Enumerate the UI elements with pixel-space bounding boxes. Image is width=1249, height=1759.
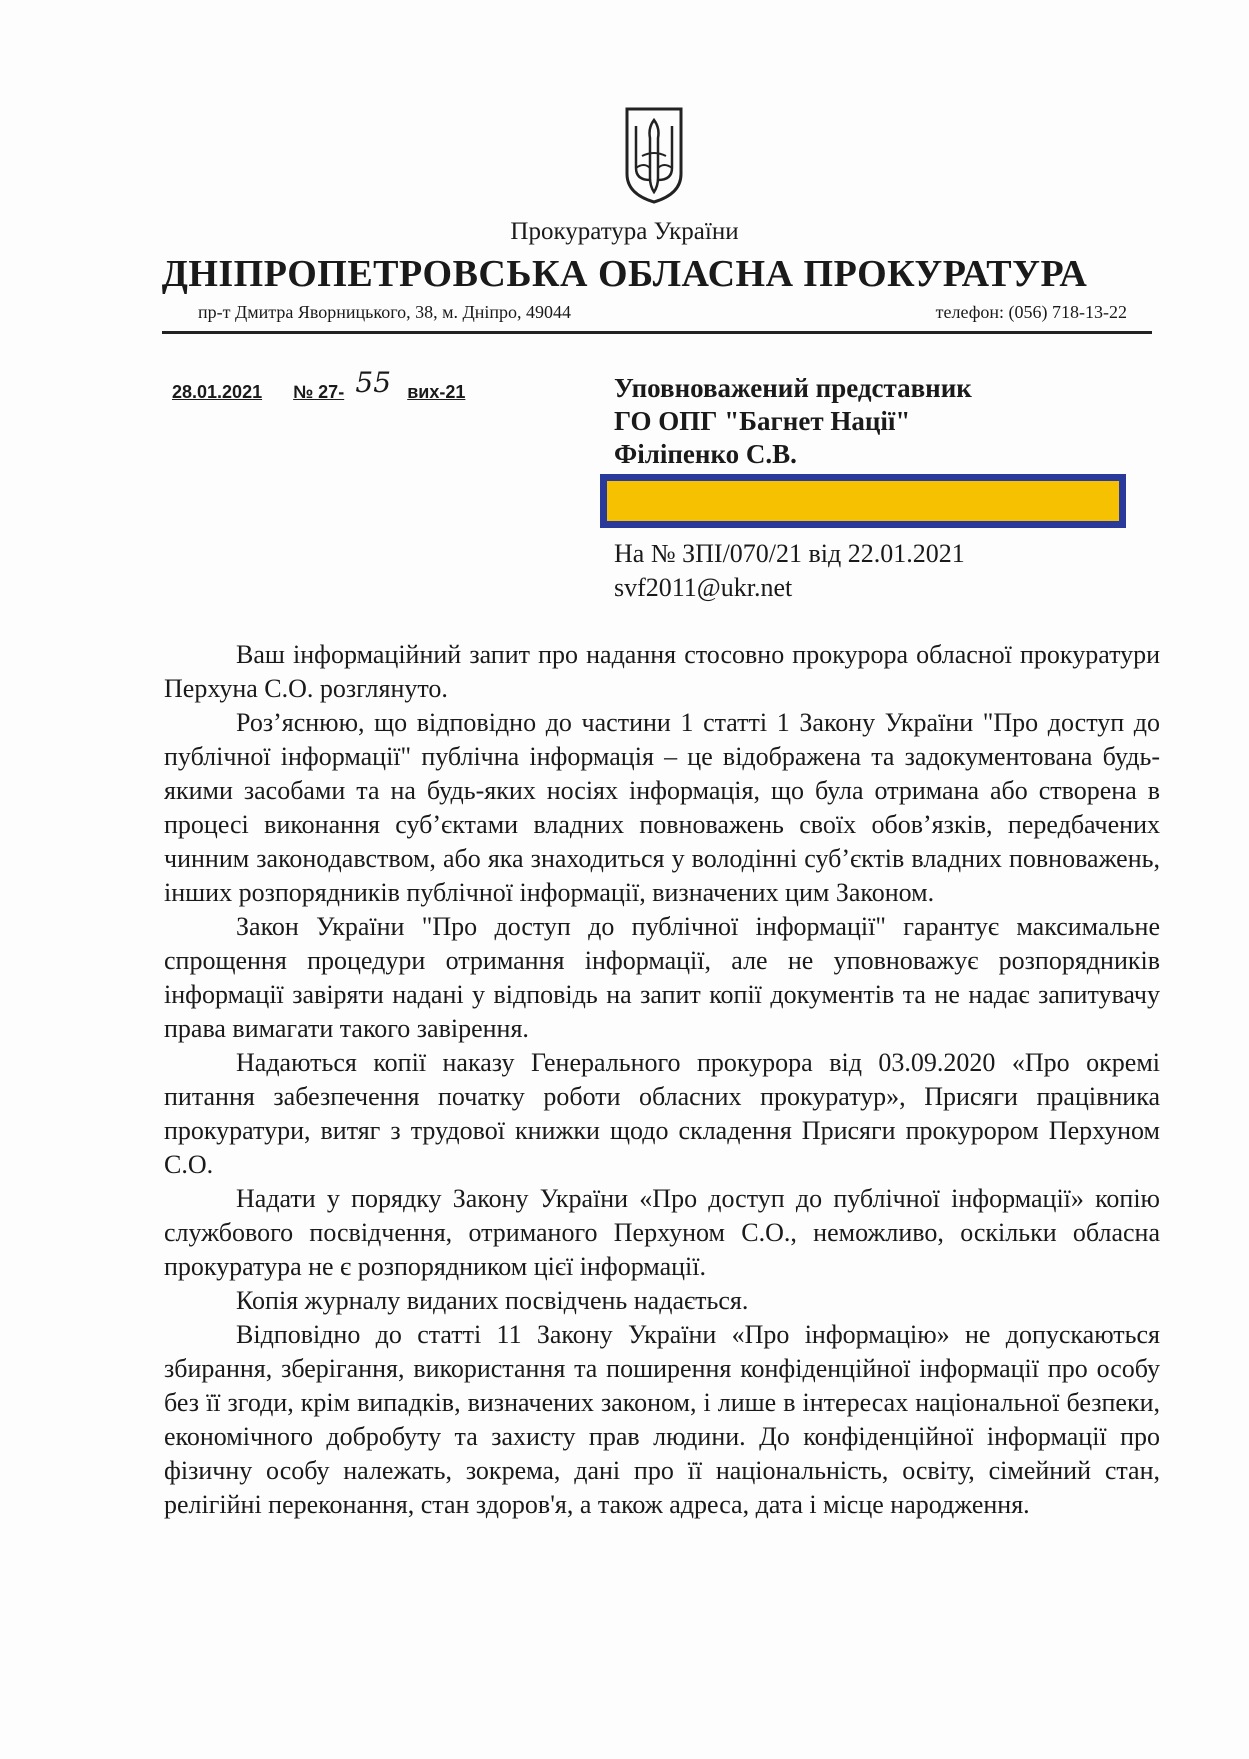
addressee-organization: ГО ОПГ "Багнет Нації" [614,406,911,436]
body-paragraph: Закон України "Про доступ до публічної інформації" гарантує максимальне спрощення процедури отримання інформації, але не уповноважує розпорядників інформації завіряти надані у відповідь на запит копії документів та не надає запитувачу права вимагати такого завірення. [164,912,1160,1043]
body-paragraph: Копія журналу виданих посвідчень надається. [236,1286,749,1315]
addressee-title: Уповноважений представник [614,373,972,403]
reference-email: svf2011@ukr.net [614,573,793,602]
outgoing-number-prefix: № 27- [293,382,345,402]
body-paragraph: Надаються копії наказу Генерального прокурора від 03.09.2020 «Про окремі питання забезпечення початку роботи обласних прокуратур», Присяги працівника прокуратури, витяг з трудової книжки щодо складення Присяги прокурором Перхуном С.О. [164,1048,1160,1179]
office-name: ДНІПРОПЕТРОВСЬКА ОБЛАСНА ПРОКУРАТУРА [161,253,1088,295]
body-paragraph: Роз’яснюю, що відповідно до частини 1 статті 1 Закону України "Про доступ до публічної інформації" публічна інформація – це відображена та задокументована будь-якими засобами та на будь-яких носіях інформація, що була отримана або створена в процесі виконання суб’єктами владних повноважень своїх обов’язків, передбачених чинним законодавством, або яка знаходиться у володінні суб’єктів владних повноважень, інших розпорядників публічної інформації, визначених цим Законом. [164,708,1160,907]
reference-number: На № ЗПІ/070/21 від 22.01.2021 [614,539,965,568]
body-paragraph: Ваш інформаційний запит про надання стосовно прокурора обласної прокуратури Перхуна С.О. розглянуто. [164,640,1160,703]
letter-body [164,638,1160,1522]
header-divider [162,331,1152,334]
agency-name: Прокуратура України [510,218,739,245]
office-address: пр-т Дмитра Яворницького, 38, м. Дніпро, 49044 [198,302,572,322]
office-phone: телефон: (056) 718-13-22 [935,302,1127,322]
trident-emblem-icon [624,106,684,204]
reference-block [614,537,965,605]
body-paragraph: Відповідно до статті 11 Закону України «Про інформацію» не допускаються збирання, зберігання, використання та поширення конфіденційної інформації про особу без її згоди, крім випадків, визначених законом, і лише в інтересах національної безпеки, економічного добробуту та захисту прав людини. До конфіденційної інформації про фізичну особу належать, зокрема, дані про її національність, освіту, сімейний стан, релігійні переконання, стан здоров'я, а також адреса, дата і місце народження. [164,1320,1160,1519]
outgoing-number-suffix: вих-21 [407,382,466,402]
outgoing-date: 28.01.2021 [172,382,263,402]
redaction-box [600,474,1126,528]
body-paragraph: Надати у порядку Закону України «Про доступ до публічної інформації» копію службового посвідчення, отриманого Перхуном С.О., неможливо, оскільки обласна прокуратура не є розпорядником цієї інформації. [164,1184,1160,1281]
addressee-block [614,372,972,471]
addressee-name: Філіпенко С.В. [614,439,797,469]
handwritten-number: 55 [355,366,392,399]
outgoing-number [172,366,466,405]
